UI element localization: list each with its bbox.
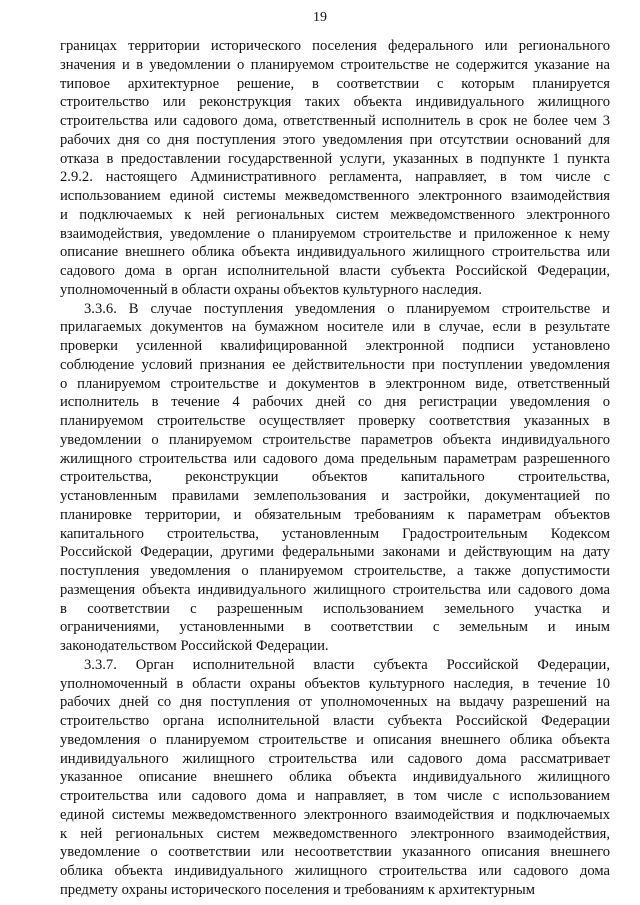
text-line: поступления уведомления о планируемом строительстве, а также допустимости bbox=[60, 563, 610, 579]
text-line: рабочих дня со дня поступления этого уведомления при отсутствии оснований для bbox=[60, 131, 610, 148]
text-line: облика объекта индивидуального жилищного строительства или садового дома bbox=[60, 863, 610, 879]
paragraph-p-continuation bbox=[60, 37, 610, 300]
text-line: проверки усиленной квалифицированной электронной подписи установлено bbox=[60, 338, 610, 354]
text-line: строительство или реконструкция таких объекта индивидуального жилищного bbox=[60, 94, 610, 111]
text-line: 2.9.2. настоящего Административного регламента, направляет, в том числе с bbox=[60, 169, 610, 186]
text-line: и подключаемых к ней региональных систем межведомственного электронного bbox=[60, 206, 610, 223]
body-text bbox=[60, 37, 610, 900]
text-line: 3.3.6. В случае поступления уведомления о планируемом строительстве и bbox=[84, 300, 610, 317]
text-line: строительства или садового дома, ответственный исполнитель в срок не более чем 3 bbox=[60, 113, 610, 129]
text-line: уведомления о планируемом строительстве и описания внешнего облика объекта bbox=[60, 731, 610, 748]
text-line: указанное описание внешнего облика объекта индивидуального жилищного bbox=[60, 769, 610, 786]
text-line: уведомлении о планируемом строительстве параметров объекта индивидуального bbox=[60, 431, 610, 448]
text-line: взаимодействия, уведомление о планируемом строительстве и приложенное к нему bbox=[60, 225, 610, 242]
text-line: к ней региональных систем межведомственного электронного взаимодействия, bbox=[60, 825, 610, 842]
text-line: строительство органа исполнительной власти субъекта Российской Федерации bbox=[60, 713, 610, 729]
text-line: уведомление о соответствии или несоответствии указанного описания внешнего bbox=[60, 844, 610, 861]
text-line: законодательством Российской Федерации. bbox=[60, 638, 329, 654]
text-line: строительства или садового дома и направляет, в том числе с использованием bbox=[60, 788, 610, 804]
text-line: планировке территории, и обязательным требованиям к параметрам объектов bbox=[60, 506, 610, 523]
text-line: уполномоченный в области охраны объектов культурного наследия. bbox=[60, 281, 483, 298]
text-line: жилищного строительства или садового дома предельным параметрам разрешенного bbox=[60, 450, 610, 467]
text-line: индивидуального жилищного строительства или садового дома рассматривает bbox=[60, 750, 610, 767]
text-line: рабочих дней со дня поступления от уполномоченных на выдачу разрешений на bbox=[60, 694, 610, 711]
text-line: предмету охраны исторического поселения и требованиям к архитектурным bbox=[60, 881, 535, 898]
page-number: 19 bbox=[313, 10, 327, 25]
paragraph-p-3-3-7 bbox=[60, 656, 610, 900]
text-line: садового дома в орган исполнительной власти субъекта Российской Федерации, bbox=[60, 263, 610, 279]
text-line: отказа в предоставлении государственной услуги, указанных в подпункте 1 пункта bbox=[60, 150, 610, 167]
text-line: 3.3.7. Орган исполнительной власти субъекта Российской Федерации, bbox=[84, 656, 610, 673]
text-line: в соответствии с разрешенным использованием земельного участка и bbox=[60, 600, 610, 617]
text-line: границах территории исторического поселения федерального или регионального bbox=[60, 38, 610, 54]
text-line: капитального строительства, установленным Градостроительным Кодексом bbox=[60, 525, 610, 542]
text-line: ограничениями, установленными в соответствии с земельным и иным bbox=[60, 619, 610, 636]
text-line: установленным правилами землепользования и застройки, документацией по bbox=[60, 488, 610, 504]
text-line: единой системы межведомственного электронного взаимодействия и подключаемых bbox=[60, 806, 610, 823]
text-line: исполнитель в течение 4 рабочих дней со дня регистрации уведомления о bbox=[60, 394, 610, 411]
text-line: типовое архитектурное решение, в соответствии с которым планируется bbox=[60, 75, 610, 92]
text-line: строительства, реконструкции объектов капитального строительства, bbox=[60, 469, 610, 486]
text-line: Российской Федерации, другими федеральными законами и действующим на дату bbox=[60, 544, 610, 561]
text-line: планируемом строительстве осуществляет проверку соответствия указанных в bbox=[60, 413, 610, 429]
text-line: о планируемом строительстве и документов в электронном виде, ответственный bbox=[60, 375, 610, 392]
text-line: соблюдение условий признания ее действительности при поступлении уведомления bbox=[60, 356, 610, 373]
text-line: описание внешнего облика объекта индивидуального жилищного строительства или bbox=[60, 244, 610, 261]
text-line: использованием единой системы межведомственного электронного взаимодействия bbox=[60, 188, 610, 204]
paragraph-p-3-3-6 bbox=[60, 300, 610, 656]
text-line: уполномоченный в области охраны объектов культурного наследия, в течение 10 bbox=[60, 675, 610, 692]
text-line: прилагаемых документов на бумажном носителе или в случае, если в результате bbox=[60, 319, 610, 336]
text-line: размещения объекта индивидуального жилищного строительства или садового дома bbox=[60, 581, 610, 598]
text-line: значения и в уведомлении о планируемом строительстве не содержится указание на bbox=[60, 56, 610, 73]
